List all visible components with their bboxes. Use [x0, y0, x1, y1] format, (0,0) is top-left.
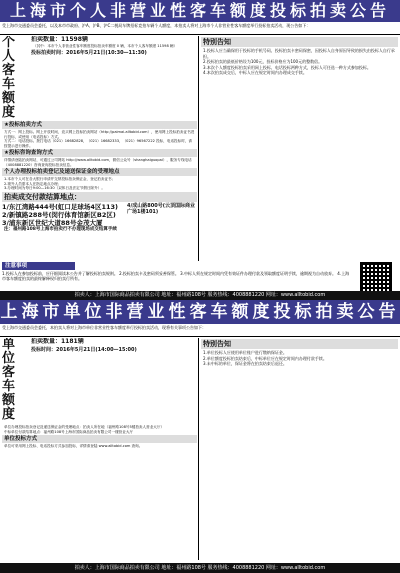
intro-unit: 受上海市交通委员会委托，本拍卖人将对上海市单位非营业性客车额度举行投标拍卖活动，现将有关事项公告如下： — [2, 325, 206, 330]
divider — [0, 34, 400, 35]
personal-quota-note: （其中：本市个人非营业性客车额度投标拍卖车额度 0 辆，本市个人客车额度 11598 辆） — [33, 44, 178, 48]
page-title-unit: 上海市单位非营业性客车额度投标拍卖公告 — [0, 302, 400, 322]
deposit-heading: 个人办理投标拍卖登记及递送保证金的受理地点 — [2, 168, 197, 176]
intro-personal: 受上海市交通委员会委托，以及本市市政府、沪A、沪B、沪C二税局车牌招标竞拍车辆个人额度，本拍卖人将对上海市个人非营业性客车额度举行投标拍卖活动，现公告如下： — [2, 23, 311, 28]
unit-special-notice-text: 1.单位投标人应使用单位账户进行缴纳保证金。 2.单位额度投标拍卖结束后，中标单位应在规定时间内办理付款手续。 3.未中标的单位，保证金将在拍卖结束后退还。 — [203, 350, 327, 366]
method-online: 方式一：网上投标。网上开放时间，竞买网上投标拍卖网站（http://paimai.alltobid.com），使用网上投标拍卖证书进行投标，或使用（电话投标）方式。 — [4, 130, 195, 139]
special-notice-text: 1.投标人应当确保用于投标的手机号码、投标拍卖卡密码保密，因投标人自身原因导致的损失由投标人自行承担。 2.投标拍卖的最低价格设为100元，投标价格应为100元的整数倍。 3.本次个人额度投标拍卖采用网上投标、电话投标两种方式，投标人可任选一种方式参加投标。 4.本次拍卖成交后，中标人应在规定时间内办理成交手续。 — [203, 48, 395, 75]
pickup-heading: 拍卖成交付款结算地点： — [2, 192, 197, 202]
notice-heading: 注意事项 — [2, 262, 75, 270]
pickup-address: 1/东江湾路444号(虹口足球场4区113) — [2, 202, 118, 211]
personal-right-column — [201, 36, 398, 261]
consult-heading: ★投标咨询查询方式 — [2, 149, 197, 157]
page-title-personal: 上海市个人非营业性客车额度投标拍卖公告 — [0, 0, 400, 22]
column-divider — [198, 338, 199, 560]
unit-right-column — [201, 338, 398, 560]
method-heading: ★投标拍卖方式 — [2, 121, 197, 129]
personal-left-column — [2, 36, 197, 296]
deposit-text: 1.本市个人可在各大银行申请并交纳投标拍卖保证金，登记拍卖证书； 2.境外人员需本人在指定地点办理； 3.办理时间为每日9:00—16:30（双休日及法定节假日除外）。 — [4, 177, 116, 190]
special-notice-heading: 特别告知 — [201, 37, 398, 47]
pickup-address: 2/新镇路288号(闵行体育馆新区B2区) — [2, 210, 116, 219]
notice-text: 1.投标人在参加投标前，应仔细阅读本公告并了解投标拍卖规则。 2.投标拍卖卡及密码须妥善保管。 3.中标人须在规定时间内凭有效证件办理付款及领取额度证明手续，逾期视为自动放弃。 4.上海市客车额度拍卖的最终解释权归拍卖行所有。 — [2, 271, 350, 281]
pickup-note: 注：福州路108号上海市拍卖行不办理现场成交结算手续 — [4, 226, 117, 232]
personal-quota-label: 个人 客车 额度 — [2, 36, 17, 120]
unit-special-notice-heading: 特别告知 — [201, 339, 398, 349]
unit-quota-label: 单位 客车 额度 — [2, 338, 17, 422]
personal-quota-count: 拍卖数量：11598辆 — [31, 36, 88, 43]
unit-quota-count: 拍卖数量：1181辆 — [31, 338, 84, 345]
consult-text: 详情请登陆拍卖网站，可通过公司网站 http://www.alltobid.com，微信公众号（shanghaiguopai），服务专线电话（4008881220）咨询查询投标拍卖信息。 — [4, 158, 192, 167]
unit-method-text: 单位可采用网上投标、电话投标方式参加投标，详情请登陆 www.alltobid.com 查询。 — [4, 444, 143, 448]
divider — [0, 336, 400, 337]
personal-auction-time: 投标拍卖时间：2016年5月21日(10:30—11:30) — [31, 49, 147, 56]
method-phone: 方式二：电话投标。拨打电话（021）16682828，（021）16682333，（021）96567222 投标，电话投标时，请按提示进行操作。 — [4, 139, 192, 148]
qr-code — [360, 262, 392, 294]
pickup-address: 3/浦东新区世纪大道88号金茂大厦 — [2, 218, 103, 227]
footer-unit: 拍卖人：上海市国际商品拍卖有限公司 地址：福州路108号 服务热线：4008881220 网址：www.alltobid.com — [0, 563, 400, 573]
column-divider — [198, 36, 199, 261]
footer-personal: 拍卖人：上海市国际商品拍卖有限公司 地址：福州路108号 服务热线：4008881220 网址：www.alltobid.com — [0, 291, 400, 300]
unit-register: 单位办理投标拍卖登记及递送保证金的受理地点：拍卖人所在地（福州路108号5楼拍卖人营业大厅） — [4, 425, 165, 429]
unit-auction-time: 投标时间：2016年5月21日(14:00—15:00) — [31, 347, 137, 353]
unit-method-heading: 单位投标方式 — [2, 435, 197, 443]
unit-left-column — [2, 338, 197, 563]
pickup-address: 4/成山路800号(云顶国际商业广场1楼101) — [127, 202, 196, 215]
unit-payment: 中标单位付款结算地点：福州路108号上海市国际商品拍卖有限公司一楼营业大厅 — [4, 429, 134, 434]
